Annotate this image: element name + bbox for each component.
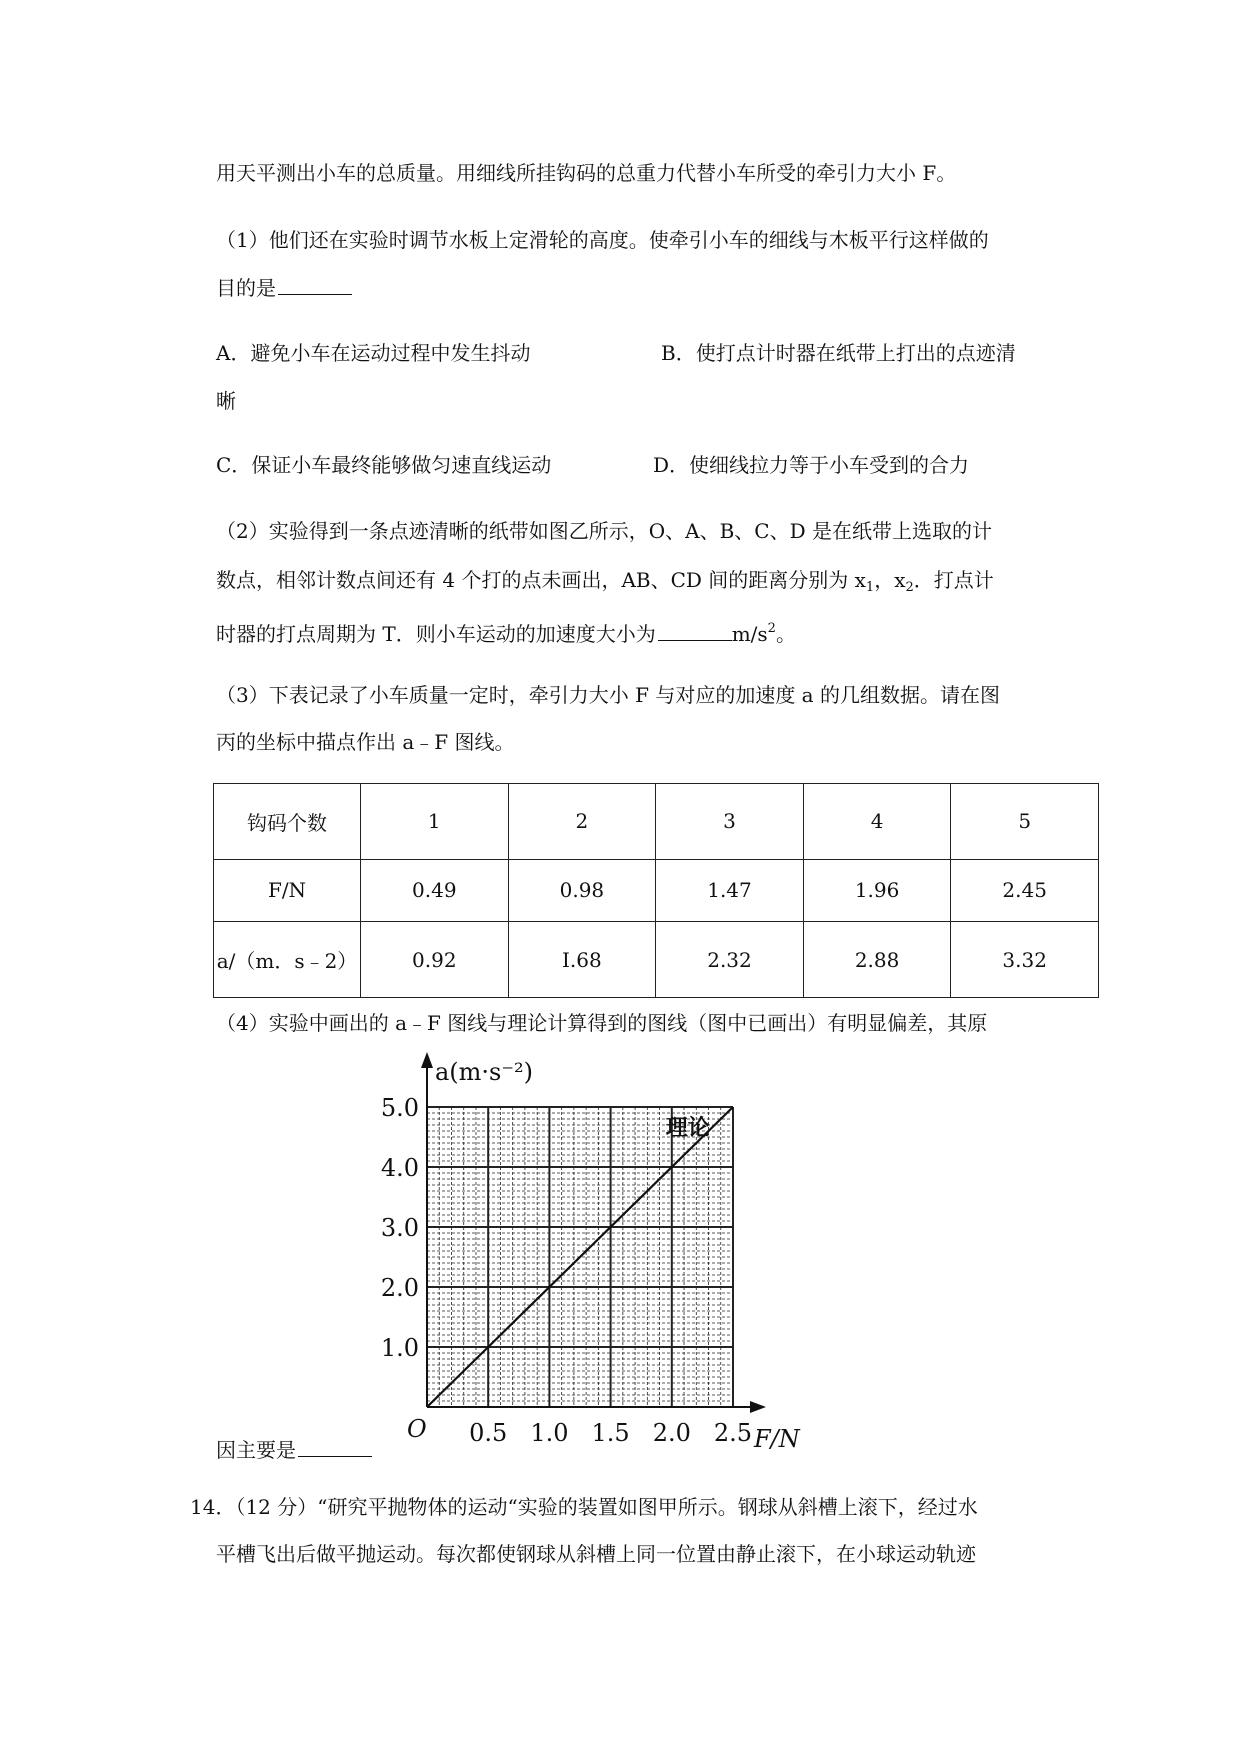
- table-cell: 0.49: [361, 859, 509, 922]
- q1-line2: [216, 274, 352, 301]
- table-cell: 0.92: [361, 922, 509, 998]
- q2-unit-sup: 2: [767, 621, 776, 636]
- x-tick-label: 2.5: [713, 1419, 753, 1447]
- q4-line1: （4）实验中画出的 a﹣F 图线与理论计算得到的图线（图中已画出）有明显偏差，其原: [216, 1011, 988, 1035]
- q1-line2-text: 目的是: [216, 276, 276, 300]
- table-cell: 2.32: [656, 922, 804, 998]
- table-cell: 3: [656, 784, 804, 860]
- axes: [421, 1052, 766, 1413]
- y-axis-arrow: [421, 1052, 433, 1068]
- origin-label: O: [407, 1415, 427, 1443]
- q4-line2: [216, 1436, 372, 1463]
- q3-line1: （3）下表记录了小车质量一定时，牵引力大小 F 与对应的加速度 a 的几组数据。请在图: [216, 683, 1000, 707]
- paragraph-intro: 用天平测出小车的总质量。用细线所挂钩码的总重力代替小车所受的牵引力大小 F。: [216, 161, 957, 185]
- q2-line1: （2）实验得到一条点迹清晰的纸带如图乙所示，O、A、B、C、D 是在纸带上选取的计: [216, 519, 992, 543]
- series-label: 理论: [665, 1116, 710, 1141]
- x-axis-label: F/N: [754, 1425, 800, 1453]
- q2-unit: m/s: [731, 622, 768, 646]
- q2-line2: [216, 567, 994, 601]
- x-axis-arrow: [750, 1401, 766, 1413]
- grid-major: [427, 1107, 733, 1407]
- table-cell: 5: [951, 784, 1099, 860]
- y-tick-label: 2.0: [380, 1274, 419, 1302]
- series-line-theory: [427, 1107, 733, 1407]
- table-cell: 钩码个数: [214, 784, 361, 860]
- answer-blank[interactable]: [658, 620, 732, 641]
- table-cell: 4: [803, 784, 951, 860]
- q1-line1: （1）他们还在实验时调节水板上定滑轮的高度。使牵引小车的细线与木板平行这样做的: [216, 228, 989, 252]
- table-row: [214, 922, 1099, 998]
- data-table: [213, 783, 1099, 998]
- x-tick-label: 0.5: [469, 1419, 508, 1447]
- q2-line2-a: 数点，相邻计数点间还有 4 个打的点未画出，AB、CD 间的距离分别为 x: [216, 568, 866, 592]
- q2-line3: [216, 616, 796, 647]
- table-cell: F/N: [214, 859, 361, 922]
- y-tick-label: 4.0: [380, 1154, 419, 1182]
- q14-line1: 14．（12 分）“研究平抛物体的运动“实验的装置如图甲所示。钢球从斜槽上滚下，经过水: [190, 1495, 978, 1519]
- q14-line2: 平槽飞出后做平抛运动。每次都使钢球从斜槽上同一位置由静止滚下，在小球运动轨迹: [216, 1542, 976, 1566]
- option-c: C．保证小车最终能够做匀速直线运动: [216, 453, 552, 477]
- x-tick-label: 1.0: [530, 1419, 569, 1447]
- q2-line2-b: ，x: [874, 568, 906, 592]
- y-axis-label: a(m·s⁻²): [435, 1058, 534, 1086]
- q2-line3-a: 时器的打点周期为 T．则小车运动的加速度大小为: [216, 622, 656, 646]
- answer-blank[interactable]: [298, 1436, 372, 1457]
- y-tick-label: 3.0: [380, 1214, 419, 1242]
- q2-sub1: 1: [865, 580, 875, 595]
- option-b-continuation: 晰: [216, 389, 236, 413]
- q4-line2-text: 因主要是: [216, 1438, 296, 1462]
- q2-line2-c: ．打点计: [913, 568, 994, 592]
- series-group: [427, 1107, 733, 1407]
- labels-group: [381, 1058, 801, 1453]
- table-cell: 1.96: [803, 859, 951, 922]
- table-row: [214, 784, 1099, 860]
- q3-line2: 丙的坐标中描点作出 a﹣F 图线。: [216, 730, 515, 754]
- option-d: D．使细线拉力等于小车受到的合力: [653, 453, 970, 477]
- table-row: [214, 859, 1099, 922]
- table-cell: 0.98: [508, 859, 656, 922]
- q2-sub2: 2: [905, 580, 914, 595]
- table-cell: 3.32: [951, 922, 1099, 998]
- q2-end: 。: [775, 622, 796, 646]
- option-b: B．使打点计时器在纸带上打出的点迹清: [661, 341, 1016, 365]
- table-cell: 2: [508, 784, 656, 860]
- table-cell: 2.45: [951, 859, 1099, 922]
- table-cell: 1.47: [656, 859, 804, 922]
- answer-blank[interactable]: [278, 274, 352, 295]
- y-tick-label: 5.0: [380, 1094, 419, 1122]
- table-cell: I.68: [508, 922, 656, 998]
- table-cell: 1: [361, 784, 509, 860]
- option-a: A．避免小车在运动过程中发生抖动: [216, 341, 531, 365]
- x-tick-label: 1.5: [591, 1419, 630, 1447]
- table-cell: 2.88: [803, 922, 951, 998]
- grid-minor: [427, 1107, 733, 1407]
- x-tick-label: 2.0: [652, 1419, 691, 1447]
- y-tick-label: 1.0: [380, 1334, 419, 1362]
- table-cell: a/（m．s﹣2）: [214, 922, 361, 998]
